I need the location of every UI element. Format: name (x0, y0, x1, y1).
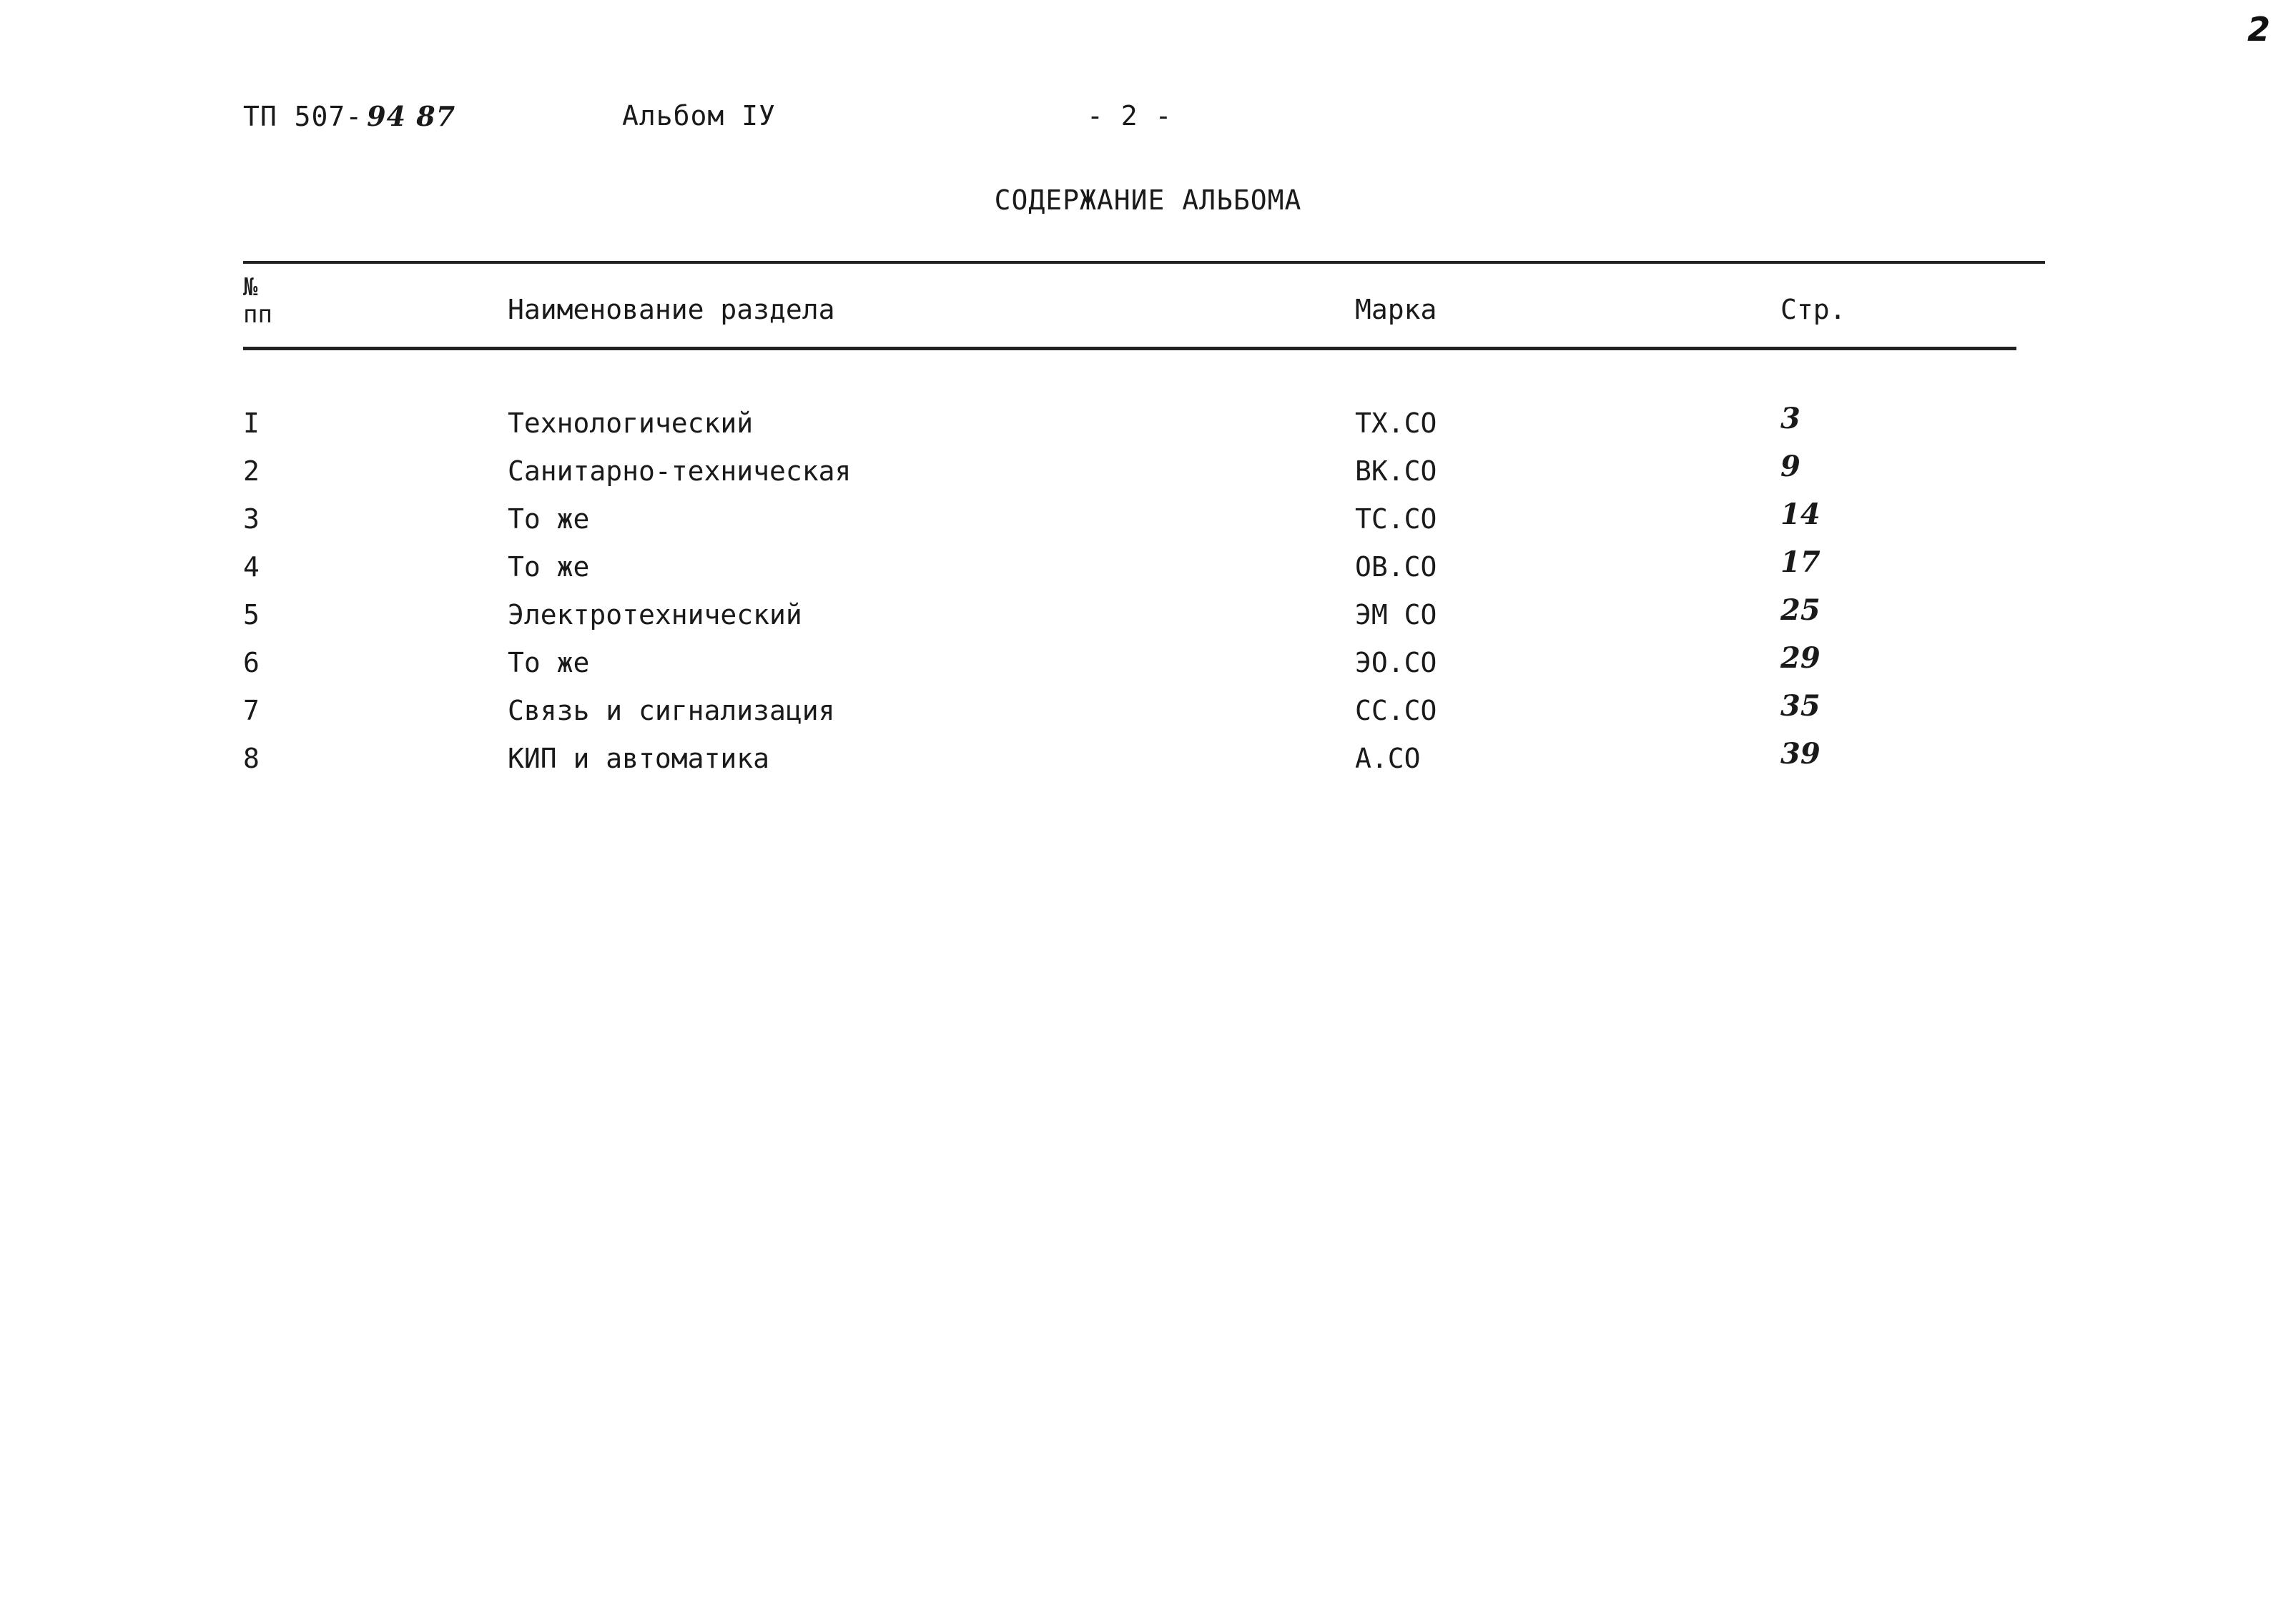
row-mark: А.СО (1355, 743, 1421, 774)
table-row (243, 689, 2045, 743)
table-header-rule (243, 347, 2016, 350)
row-page: 25 (1780, 593, 1820, 627)
row-page: 17 (1780, 545, 1820, 579)
row-page: 29 (1780, 641, 1820, 675)
row-section-name: То же (508, 503, 590, 535)
column-header-number (243, 274, 272, 328)
row-number: 7 (243, 695, 260, 726)
page-marker: - 2 - (1087, 100, 1173, 132)
row-page: 35 (1780, 689, 1820, 723)
page-title: СОДЕРЖАНИЕ АЛЬБОМА (994, 184, 1302, 216)
row-section-name: То же (508, 647, 590, 678)
row-page: 3 (1780, 402, 1800, 435)
row-section-name: Связь и сигнализация (508, 695, 835, 726)
row-number: 5 (243, 599, 260, 630)
row-page: 39 (1780, 737, 1820, 771)
table-row (243, 641, 2045, 695)
document-code (243, 100, 455, 132)
row-number: 6 (243, 647, 260, 678)
sheet-corner-number: 2 (2247, 10, 2270, 49)
table-top-rule (243, 261, 2045, 264)
row-number: 2 (243, 455, 260, 487)
row-number: I (243, 407, 260, 439)
row-number: 3 (243, 503, 260, 535)
column-header-mark: Марка (1355, 294, 1437, 325)
row-section-name: То же (508, 551, 590, 583)
row-mark: ВК.СО (1355, 455, 1437, 487)
column-header-name: Наименование раздела (508, 294, 835, 325)
document-code-printed: ТП 507- (243, 101, 363, 132)
column-header-number-line1: № (243, 273, 258, 302)
row-section-name: Санитарно-техническая (508, 455, 852, 487)
document-code-handwritten: 94 87 (367, 100, 456, 132)
row-mark: ТХ.СО (1355, 407, 1437, 439)
table-row (243, 450, 2045, 503)
row-number: 8 (243, 743, 260, 774)
row-section-name: Электротехнический (508, 599, 802, 630)
row-mark: СС.СО (1355, 695, 1437, 726)
row-section-name: Технологический (508, 407, 754, 439)
table-row (243, 545, 2045, 599)
row-page: 14 (1780, 498, 1820, 531)
document-header (243, 100, 1244, 143)
row-mark: ЭМ СО (1355, 599, 1437, 630)
table-row (243, 737, 2045, 791)
column-header-number-line2: пп (243, 300, 272, 329)
row-page: 9 (1780, 450, 1800, 483)
table-row (243, 498, 2045, 551)
table-body (243, 402, 2045, 791)
row-mark: ЭО.СО (1355, 647, 1437, 678)
row-section-name: КИП и автоматика (508, 743, 770, 774)
table-row (243, 402, 2045, 455)
row-mark: ТС.СО (1355, 503, 1437, 535)
album-label: Альбом IУ (622, 100, 776, 132)
row-mark: ОВ.СО (1355, 551, 1437, 583)
table-row (243, 593, 2045, 647)
column-header-page: Стр. (1780, 294, 1846, 325)
row-number: 4 (243, 551, 260, 583)
